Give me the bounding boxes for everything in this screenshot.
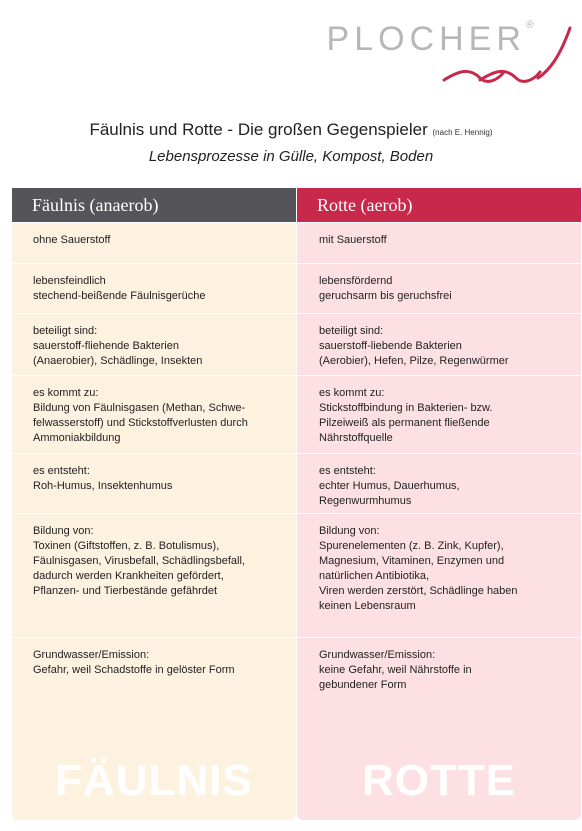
- rotte-row: [297, 637, 581, 727]
- row-text: lebensfeindlich stechend-beißende Fäulnisgerüche: [33, 275, 206, 302]
- registered-mark: ®: [525, 18, 534, 31]
- row-text: Grundwasser/Emission: keine Gefahr, weil Nährstoffe in gebundener Form: [319, 649, 472, 691]
- rotte-watermark: ROTTE: [361, 756, 517, 805]
- rotte-heading: Rotte (aerob): [297, 188, 581, 222]
- brand-name: PLOCHER: [326, 20, 526, 58]
- rotte-row: [297, 453, 581, 513]
- title-note: (nach E. Hennig): [432, 128, 493, 137]
- row-text: mit Sauerstoff: [319, 234, 387, 246]
- rotte-row: [297, 222, 581, 263]
- faeulnis-row: [12, 513, 296, 637]
- page-subtitle: Lebensprozesse in Gülle, Kompost, Boden: [148, 148, 434, 165]
- row-text: es entsteht: echter Humus, Dauerhumus, Regenwurmhumus: [319, 465, 460, 507]
- rotte-row: [297, 263, 581, 313]
- rotte-row: [297, 313, 581, 375]
- faeulnis-row: [12, 637, 296, 727]
- row-text: es kommt zu: Stickstoffbindung in Bakterien- bzw. Pilzeiweiß als permanent fließende Nährstoffquelle: [319, 387, 493, 444]
- page-title: [0, 120, 582, 140]
- faeulnis-row: [12, 313, 296, 375]
- row-text: Bildung von: Toxinen (Giftstoffen, z. B. Botulismus), Fäulnisgasen, Virusbefall, Schädlingsbefall, dadurch werden Krankheiten gefördert, Pflanzen- und Tierbestände gefährdet: [33, 525, 245, 597]
- faeulnis-row: [12, 375, 296, 453]
- rotte-column: [297, 188, 581, 820]
- title-text: Fäulnis und Rotte - Die großen Gegenspieler: [89, 120, 428, 139]
- row-text: Bildung von: Spurenelementen (z. B. Zink, Kupfer), Magnesium, Vitaminen, Enzymen und natürlichen Antibiotika, Viren werden zerstört, Schädlinge haben keinen Lebensraum: [319, 525, 518, 612]
- row-text: ohne Sauerstoff: [33, 234, 111, 246]
- faeulnis-heading: Fäulnis (anaerob): [12, 188, 296, 222]
- row-text: es entsteht: Roh-Humus, Insektenhumus: [33, 465, 173, 492]
- row-text: Grundwasser/Emission: Gefahr, weil Schadstoffe in gelöster Form: [33, 649, 235, 676]
- faeulnis-row: [12, 263, 296, 313]
- logo-swoosh-icon: [430, 20, 580, 90]
- rotte-row: [297, 513, 581, 637]
- row-text: beteiligt sind: sauerstoff-liebende Bakterien (Aerobier), Hefen, Pilze, Regenwürmer: [319, 325, 509, 367]
- row-text: es kommt zu: Bildung von Fäulnisgasen (Methan, Schwe- felwasserstoff) und Stickstoffverlusten durch Ammoniakbildung: [33, 387, 248, 444]
- rotte-row: [297, 375, 581, 453]
- faeulnis-row: [12, 222, 296, 263]
- row-text: beteiligt sind: sauerstoff-fliehende Bakterien (Anaerobier), Schädlinge, Insekten: [33, 325, 203, 367]
- row-text: lebensfördernd geruchsarm bis geruchsfrei: [319, 275, 452, 302]
- faeulnis-watermark: FÄULNIS: [55, 756, 253, 805]
- faeulnis-row: [12, 453, 296, 513]
- faeulnis-column: [12, 188, 296, 820]
